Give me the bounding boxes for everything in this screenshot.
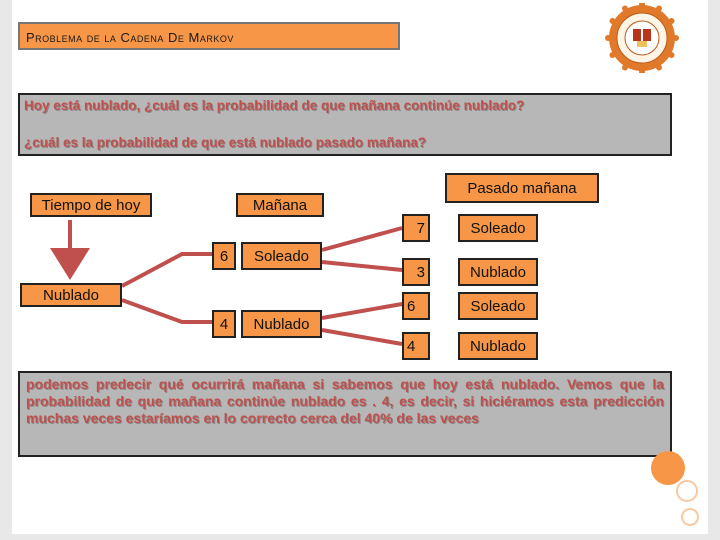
- prob-dayafter-4: 4: [402, 332, 430, 360]
- decorative-circle-outline-1: [676, 480, 698, 502]
- line-nublado-to-soleado: [322, 304, 402, 318]
- line-soleado-to-soleado: [322, 228, 402, 250]
- line-to-tomorrow-soleado: [122, 254, 212, 286]
- decorative-circle-outline-2: [681, 508, 699, 526]
- line-to-tomorrow-nublado: [122, 300, 212, 322]
- prob-dayafter-2: 3: [402, 258, 430, 286]
- prob-dayafter-3: 6: [402, 292, 430, 320]
- state-tomorrow-nublado: Nublado: [241, 310, 322, 338]
- state-tomorrow-soleado: Soleado: [241, 242, 322, 270]
- header-today: Tiempo de hoy: [30, 193, 152, 217]
- line-nublado-to-nublado: [322, 330, 402, 344]
- prob-tomorrow-soleado: 6: [212, 242, 236, 270]
- state-dayafter-3: Soleado: [458, 292, 538, 320]
- slide-title: Problema de la Cadena De Markov: [18, 22, 400, 50]
- state-dayafter-4: Nublado: [458, 332, 538, 360]
- explanation-box: podemos predecir qué ocurrirá mañana si sabemos que hoy está nublado. Vemos que la probabilidad de que mañana continúe nublado es . 4, es decir, si hiciéramos esta predicción muchas veces estaríamos en lo correcto cerca del 40% de las veces: [18, 371, 672, 457]
- question-day-after: ¿cuál es la probabilidad de que está nublado pasado mañana?: [24, 135, 427, 150]
- line-soleado-to-nublado: [322, 262, 402, 270]
- state-dayafter-1: Soleado: [458, 214, 538, 242]
- header-tomorrow: Mañana: [236, 193, 324, 217]
- today-state: Nublado: [20, 283, 122, 307]
- header-day-after: Pasado mañana: [445, 173, 599, 203]
- prob-tomorrow-nublado: 4: [212, 310, 236, 338]
- state-dayafter-2: Nublado: [458, 258, 538, 286]
- decorative-circle-orange: [651, 451, 685, 485]
- question-tomorrow: Hoy está nublado, ¿cuál es la probabilidad de que mañana continúe nublado?: [24, 98, 525, 113]
- prob-dayafter-1: 7: [402, 214, 430, 242]
